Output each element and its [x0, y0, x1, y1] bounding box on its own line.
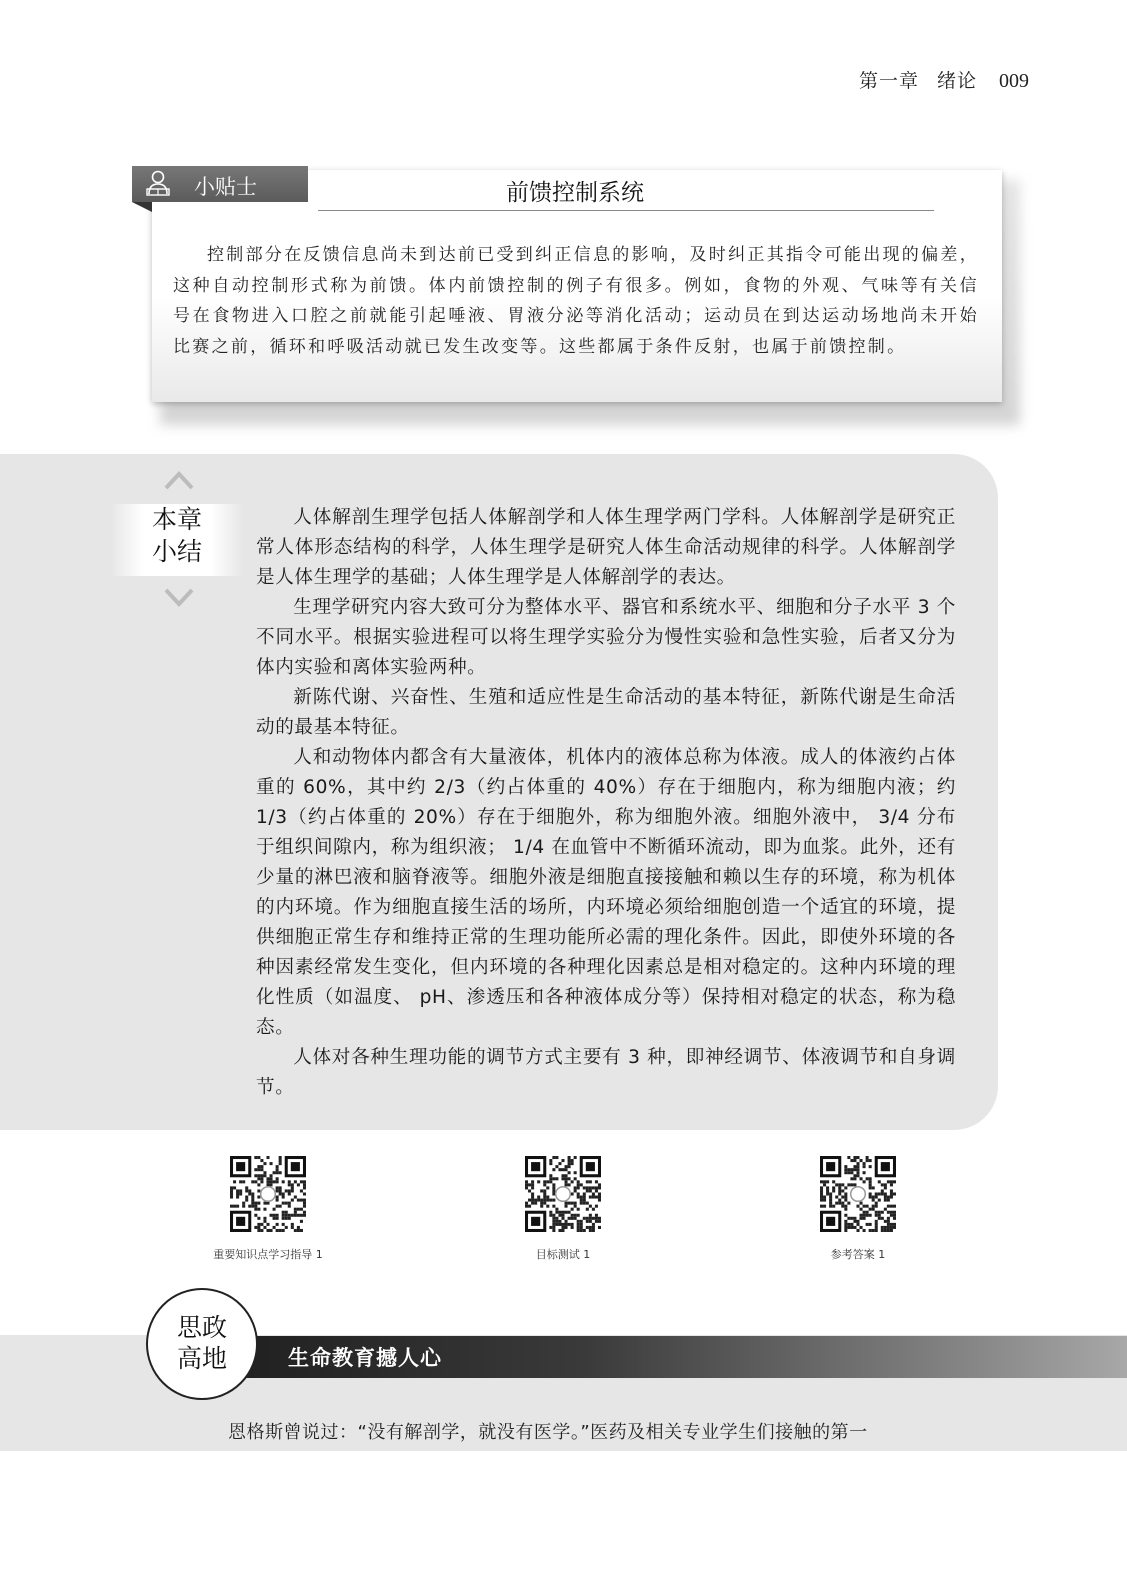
summary-paragraph: 人体解剖生理学包括人体解剖学和人体生理学两门学科。人体解剖学是研究正常人体形态结构的科学，人体生理学是研究人体生命活动规律的科学。人体解剖学是人体生理学的基础；人体生理学是人体解剖学的表达。 [256, 507, 956, 588]
page-number: 009 [999, 70, 1029, 92]
qr-code-icon [820, 1156, 896, 1232]
summary-paragraph: 人和动物体内都含有大量液体，机体内的液体总称为体液。成人的体液约占体重的 60%，其中约 2/3（约占体重的 40%）存在于细胞内，称为细胞内液；约 1/3（约占体重的 20%）存在于细胞外，称为细胞外液。细胞外液中， 3/4 分布于组织间隙内，称为组织液； 1/4 在血管中不断循环流动，即为血浆。此外，还有少量的淋巴液和脑脊液等。细胞外液是细胞直接接触和赖以生存的环境，称为机体的内环境。作为细胞直接生活的场所，内环境必须给细胞创造一个适宜的环境，提供细胞正常生存和维持正常的生理功能所必需的理化条件。因此，即使外环境的各种因素经常发生变化，但内环境的各种理化因素总是相对稳定的。这种内环境的理化性质（如温度、 pH、渗透压和各种液体成分等）保持相对稳定的状态，称为稳态。 [256, 747, 956, 1038]
qr-code-answers[interactable] [820, 1156, 896, 1232]
reader-person-icon [144, 169, 172, 199]
tip-title-rule [318, 210, 934, 211]
chapter-summary-label [110, 504, 244, 576]
chapter-summary-body [256, 503, 956, 1103]
qr-code-study-guide[interactable] [230, 1156, 306, 1232]
running-header [841, 66, 1029, 93]
summary-paragraph: 新陈代谢、兴奋性、生殖和适应性是生命活动的基本特征，新陈代谢是生命活动的最基本特征。 [256, 687, 956, 738]
tip-title: 前馈控制系统 [506, 180, 644, 206]
tip-tab-fold [132, 202, 152, 212]
tip-tab-label: 小贴士 [194, 175, 257, 199]
qr-code-target-test[interactable] [525, 1156, 601, 1232]
summary-label-line2: 小结 [151, 537, 202, 566]
qr-code-icon [230, 1156, 306, 1232]
qr-caption: 参考答案 1 [830, 1248, 886, 1261]
ideology-badge [146, 1288, 258, 1400]
ideology-badge-line2: 高地 [176, 1344, 227, 1373]
chapter-number: 第一章 [858, 70, 919, 92]
qr-caption: 目标测试 1 [535, 1248, 591, 1261]
ideology-title: 生命教育撼人心 [288, 1346, 442, 1370]
chevron-down-icon [164, 588, 194, 608]
ideology-badge-line1: 思政 [176, 1313, 227, 1342]
tip-paragraph: 控制部分在反馈信息尚未到达前已受到纠正信息的影响，及时纠正其指令可能出现的偏差，这种自动控制形式称为前馈。体内前馈控制的例子有很多。例如，食物的外观、气味等有关信号在食物进入口腔之前就能引起唾液、胃液分泌等消化活动；运动员在到达运动场地尚未开始比赛之前，循环和呼吸活动就已发生改变等。这些都属于条件反射，也属于前馈控制。 [173, 245, 979, 357]
tip-tab [132, 166, 308, 202]
chevron-up-icon [164, 470, 194, 490]
tip-body [173, 240, 979, 362]
qr-code-icon [525, 1156, 601, 1232]
summary-paragraph: 生理学研究内容大致可分为整体水平、器官和系统水平、细胞和分子水平 3 个不同水平。根据实验进程可以将生理学实验分为慢性实验和急性实验，后者又分为体内实验和离体实验两种。 [256, 597, 956, 678]
chapter-title: 绪论 [936, 70, 977, 92]
summary-label-line1: 本章 [151, 505, 202, 534]
ideology-text: 恩格斯曾说过：“没有解剖学，就没有医学。”医药及相关专业学生们接触的第一 [228, 1422, 868, 1443]
qr-caption: 重要知识点学习指导 1 [213, 1248, 323, 1261]
summary-paragraph: 人体对各种生理功能的调节方式主要有 3 种，即神经调节、体液调节和自身调节。 [256, 1047, 956, 1098]
